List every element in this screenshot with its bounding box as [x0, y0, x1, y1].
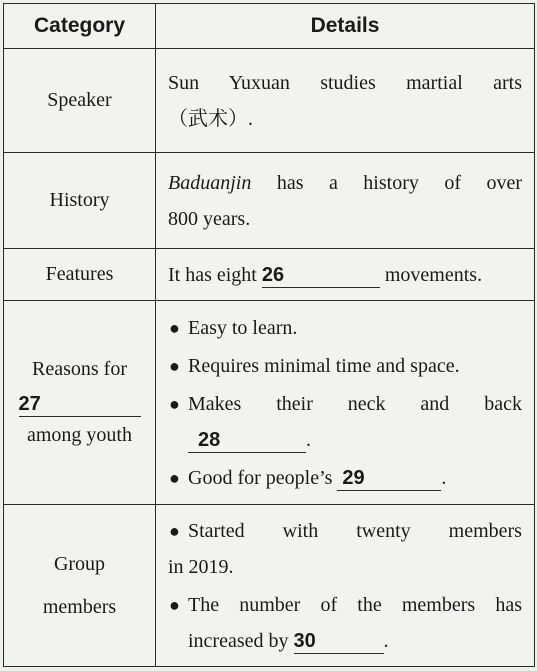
reasons-category-line3: among youth	[27, 424, 132, 446]
reasons-item-3-word: neck	[347, 392, 386, 415]
history-italic-term: Baduanjin	[168, 171, 252, 194]
features-prefix: It has eight	[168, 263, 262, 286]
reasons-item-3-word: their	[276, 392, 313, 415]
blank-28-number: 28	[198, 428, 221, 451]
group-item-1-word: Started	[188, 519, 245, 542]
header-row	[4, 4, 535, 49]
reasons-category-block	[19, 357, 141, 448]
reasons-item-3-word: and	[420, 392, 450, 415]
group-item-1-word: twenty	[356, 519, 411, 542]
blank-26[interactable]	[262, 263, 380, 288]
blank-29[interactable]	[337, 466, 441, 491]
reasons-list	[168, 310, 522, 496]
group-item-2-line2	[188, 623, 522, 659]
group-item-2	[168, 587, 522, 659]
reasons-item-3-end: .	[306, 428, 311, 451]
details-group-members	[156, 505, 535, 667]
group-category-line1: Group	[53, 552, 106, 575]
reasons-item-3-line2	[188, 422, 522, 458]
group-item-2-word: members	[401, 593, 476, 616]
blank-26-number: 26	[261, 263, 285, 286]
bullet-dot: ●	[169, 594, 180, 615]
details-reasons	[156, 301, 535, 505]
reasons-item-1-text: Easy to learn.	[188, 316, 298, 339]
details-features	[156, 249, 535, 301]
reasons-item-4	[168, 460, 522, 496]
group-category-line2: members	[42, 595, 117, 618]
group-item-2-word: of	[320, 593, 338, 616]
reasons-item-3	[168, 386, 522, 458]
group-item-1	[168, 513, 522, 585]
row-group-members	[4, 505, 535, 667]
group-item-2-line1	[188, 587, 522, 623]
blank-27[interactable]	[19, 392, 141, 417]
group-list	[168, 513, 522, 659]
header-category: Category	[4, 4, 156, 49]
reasons-item-2-text: Requires minimal time and space.	[188, 354, 460, 377]
bullet-dot: ●	[169, 393, 180, 414]
history-line2: 800 years.	[168, 207, 251, 230]
reasons-blank-line	[19, 392, 141, 417]
category-features: Features	[4, 249, 156, 301]
reasons-item-3-line1	[188, 386, 522, 422]
group-item-2-word: has	[495, 593, 522, 616]
group-item-2-word: the	[357, 593, 382, 616]
reasons-item-4-end: .	[441, 466, 447, 489]
details-history	[156, 153, 535, 249]
row-speaker	[4, 49, 535, 153]
blank-30-number: 30	[293, 629, 316, 652]
reasons-item-3-word: Makes	[188, 392, 242, 415]
blank-30[interactable]	[294, 629, 384, 654]
speaker-line1: Sun Yuxuan studies martial arts	[168, 71, 522, 94]
category-speaker: Speaker	[4, 49, 156, 153]
features-suffix: movements.	[379, 263, 483, 286]
category-reasons	[4, 301, 156, 505]
blank-27-number: 27	[18, 393, 41, 415]
group-item-2-word: number	[239, 593, 301, 616]
bullet-dot: ●	[169, 520, 180, 541]
bullet-dot: ●	[169, 355, 180, 376]
info-table	[3, 3, 535, 667]
group-item-1-word: with	[282, 519, 319, 542]
history-line1	[168, 165, 522, 201]
group-item-1-line2: in 2019.	[168, 555, 234, 578]
reasons-item-3-word: back	[484, 392, 522, 415]
bullet-dot: ●	[169, 467, 180, 488]
speaker-line2: （武术）.	[168, 107, 253, 130]
group-item-2-word: The	[188, 593, 220, 616]
features-line	[168, 257, 522, 293]
group-item-2-end: .	[383, 629, 389, 652]
header-details: Details	[156, 4, 535, 49]
history-line1-rest: has a history of over	[251, 171, 522, 194]
reasons-category-line1: Reasons for	[32, 358, 127, 380]
blank-29-number: 29	[342, 466, 365, 489]
bullet-dot: ●	[169, 317, 180, 338]
row-features	[4, 249, 535, 301]
reasons-item-4-prefix: Good for people’s	[188, 466, 338, 489]
reasons-item-1	[168, 310, 522, 346]
group-item-1-word: members	[448, 519, 522, 542]
group-item-1-line1	[188, 513, 522, 549]
category-history: History	[4, 153, 156, 249]
category-group-members	[4, 505, 156, 667]
row-reasons	[4, 301, 535, 505]
group-category-block	[43, 552, 116, 620]
row-history	[4, 153, 535, 249]
details-speaker	[156, 49, 535, 153]
reasons-item-2	[168, 348, 522, 384]
blank-28[interactable]	[188, 428, 306, 453]
group-item-2-prefix: increased by	[188, 629, 294, 652]
